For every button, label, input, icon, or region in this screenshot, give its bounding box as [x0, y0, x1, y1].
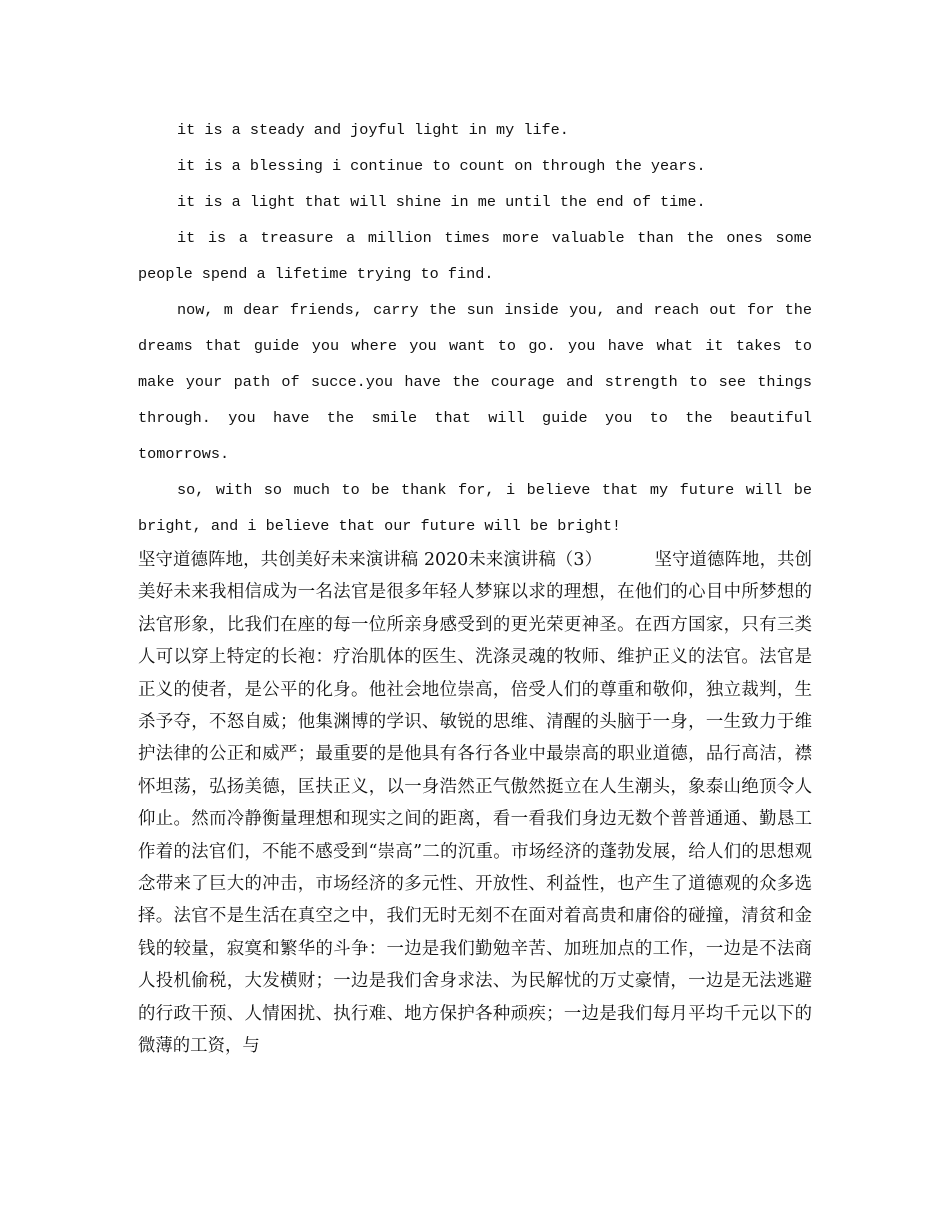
english-paragraph: it is a light that will shine in me until the end of time.: [177, 193, 706, 211]
chinese-section: [138, 544, 812, 1063]
english-paragraph: now, m dear friends, carry the sun inside you, and reach out for the dreams that guide you where you want to go. you have what it takes to make your path of succe.you have the courage and strength to see things through. you have the smile that will guide you to the beautiful tomorrows.: [138, 301, 812, 463]
english-paragraph: it is a treasure a million times more valuable than the ones some people spend a lifetime trying to find.: [138, 229, 812, 283]
english-paragraph: so, with so much to be thank for, i believe that my future will be bright, and i believe that our future will be bright!: [138, 481, 812, 535]
english-paragraph: it is a blessing i continue to count on through the years.: [177, 157, 706, 175]
chinese-title: 坚守道德阵地，共创美好未来演讲稿 2020未来演讲稿（3）: [138, 550, 603, 570]
english-paragraph: it is a steady and joyful light in my life.: [177, 121, 569, 139]
document-page: [138, 112, 812, 1063]
chinese-body: 坚守道德阵地，共创美好未来我相信成为一名法官是很多年轻人梦寐以求的理想，在他们的心目中所梦想的法官形象，比我们在座的每一位所亲身感受到的更光荣更神圣。在西方国家，只有三类人可以穿上特定的长袍：疗治肌体的医生、洗涤灵魂的牧师、维护正义的法官。法官是正义的使者，是公平的化身。他社会地位崇高，倍受人们的尊重和敬仰，独立裁判，生杀予夺，不怒自威；他集渊博的学识、敏锐的思维、清醒的头脑于一身，一生致力于维护法律的公正和威严；最重要的是他具有各行各业中最崇高的职业道德，品行高洁，襟怀坦荡，弘扬美德，匡扶正义，以一身浩然正气傲然挺立在人生潮头，象泰山绝顶令人仰止。然而冷静衡量理想和现实之间的距离，看一看我们身边无数个普普通通、勤恳工作着的法官们，不能不感受到“崇高”二的沉重。市场经济的蓬勃发展，给人们的思想观念带来了巨大的冲击，市场经济的多元性、开放性、利益性，也产生了道德观的众多选择。法官不是生活在真空之中，我们无时无刻不在面对着高贵和庸俗的碰撞，清贫和金钱的较量，寂寞和繁华的斗争：一边是我们勤勉辛苦、加班加点的工作，一边是不法商人投机偷税，大发横财；一边是我们舍身求法、为民解忧的万丈豪情，一边是无法逃避的行政干预、人情困扰、执行难、地方保护各种顽疾；一边是我们每月平均千元以下的微薄的工资，与: [138, 550, 812, 1057]
chinese-title-gap: [602, 550, 654, 570]
